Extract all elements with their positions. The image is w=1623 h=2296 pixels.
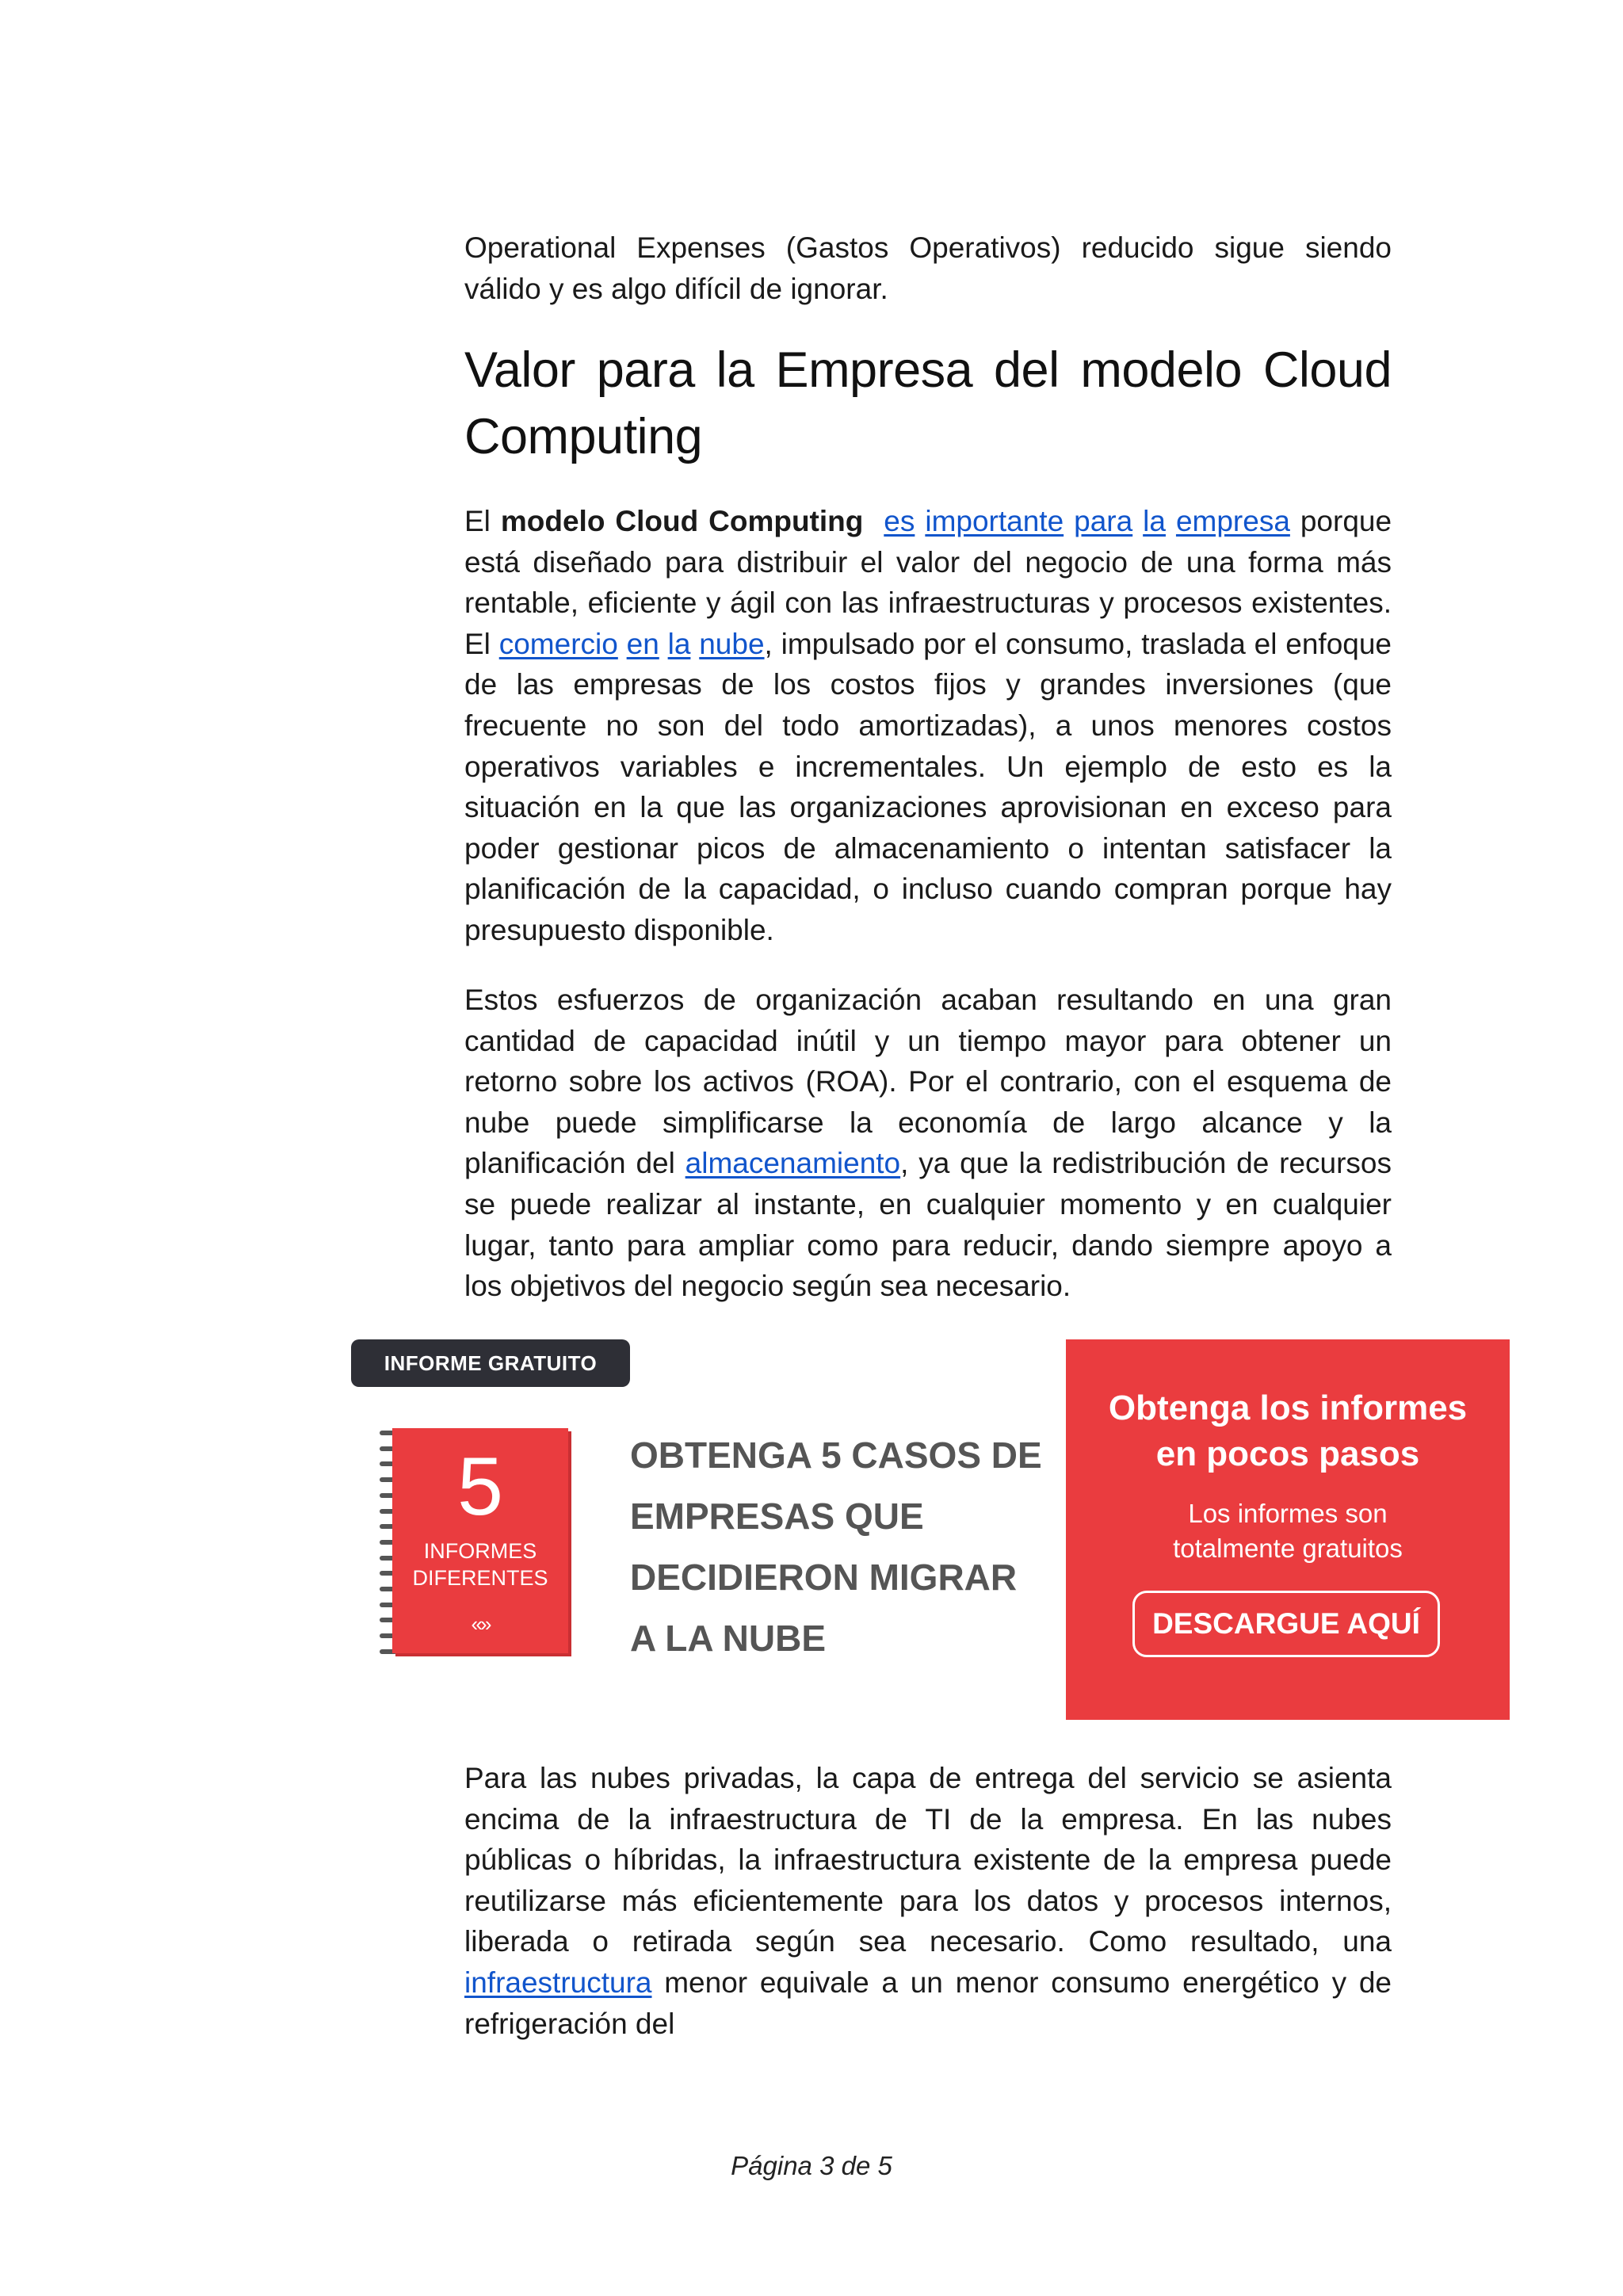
- paragraph-2-text: Estos esfuerzos de organización acaban resultando en una gran cantidad de capacidad inútil y un tiempo mayor para obtener un retorno sobre los activos (ROA). Por el contrario, con el esquema de nube puede simplificarse la economía de largo alcance y la planificación del almacenamiento, ya que la redistribución de recursos se puede realizar al instante, en cualquier momento y en cualquier lugar, tanto para ampliar como para reducir, dando siempre apoyo a los objetivos del negocio según sea necesario.: [464, 984, 1392, 1303]
- link-infraestructura[interactable]: infraestructura: [464, 1966, 652, 1999]
- link-comercio[interactable]: comercio: [498, 627, 618, 660]
- link-para[interactable]: para: [1074, 505, 1133, 537]
- paragraph-1: [464, 501, 1392, 951]
- paragraph-1-text: El modelo Cloud Computing es importante para la empresa porque está diseñado para distribuir el valor del negocio de una forma más rentable, eficiente y ágil con las infraestructuras y procesos existentes. El comercio en la nube, impulsado por el consumo, traslada el enfoque de las empresas de los costos fijos y grandes inversiones (que frecuente no son del todo amortizadas), a unos menores costos operativos variables e incrementales. Un ejemplo de esto es la situación en la que las organizaciones aprovisionan en exceso para poder gestionar picos de almacenamiento o intentan satisfacer la planificación de la capacidad, o incluso cuando compran porque hay presupuesto disponible.: [464, 505, 1392, 946]
- link-almacenamiento[interactable]: almacenamiento: [685, 1147, 901, 1180]
- intro-paragraph: [464, 227, 1392, 309]
- link-la-2[interactable]: la: [667, 627, 691, 660]
- section-heading-wrap: [464, 337, 1392, 470]
- link-empresa[interactable]: empresa: [1175, 505, 1290, 537]
- intro-text: Operational Expenses (Gastos Operativos) reducido sigue siendo válido y es algo difícil de ignorar.: [464, 231, 1392, 305]
- bold-term: modelo Cloud Computing: [500, 505, 864, 537]
- brand-logo-icon: «»: [471, 1612, 490, 1636]
- banner-headline: OBTENGA 5 CASOS DE EMPRESAS QUE DECIDIERON MIGRAR A LA NUBE: [630, 1435, 1042, 1659]
- paragraph-3-text: Para las nubes privadas, la capa de entrega del servicio se asienta encima de la infraestructura de TI de la empresa. En las nubes públicas o híbridas, la infraestructura existente de la empresa puede reutilizarse más eficientemente para los datos y procesos internos, liberada o retirada según sea necesario. Como resultado, una infraestructura menor equivale a un menor consumo energético y de refrigeración del: [464, 1762, 1392, 2040]
- link-la[interactable]: la: [1143, 505, 1166, 537]
- page-number: Página 3 de 5: [731, 2151, 892, 2180]
- link-nube[interactable]: nube: [699, 627, 765, 660]
- report-book-graphic: [392, 1428, 568, 1653]
- cta-subtitle: Los informes son totalmente gratuitos: [1173, 1499, 1403, 1563]
- book-number: 5: [457, 1441, 503, 1533]
- book-label: INFORMES DIFERENTES: [412, 1539, 548, 1590]
- link-importante[interactable]: importante: [925, 505, 1064, 537]
- promo-banner[interactable]: [351, 1339, 1510, 1723]
- paragraph-2: [464, 980, 1392, 1307]
- download-button[interactable]: DESCARGUE AQUÍ: [1132, 1591, 1440, 1657]
- free-report-tag: INFORME GRATUITO: [351, 1339, 630, 1387]
- cta-title: Obtenga los informes en pocos pasos: [1108, 1389, 1468, 1473]
- paragraph-3: [464, 1758, 1392, 2044]
- section-heading: Valor para la Empresa del modelo Cloud Computing: [464, 342, 1392, 464]
- cta-panel: [1066, 1339, 1510, 1720]
- link-en[interactable]: en: [626, 627, 659, 660]
- link-es[interactable]: es: [884, 505, 915, 537]
